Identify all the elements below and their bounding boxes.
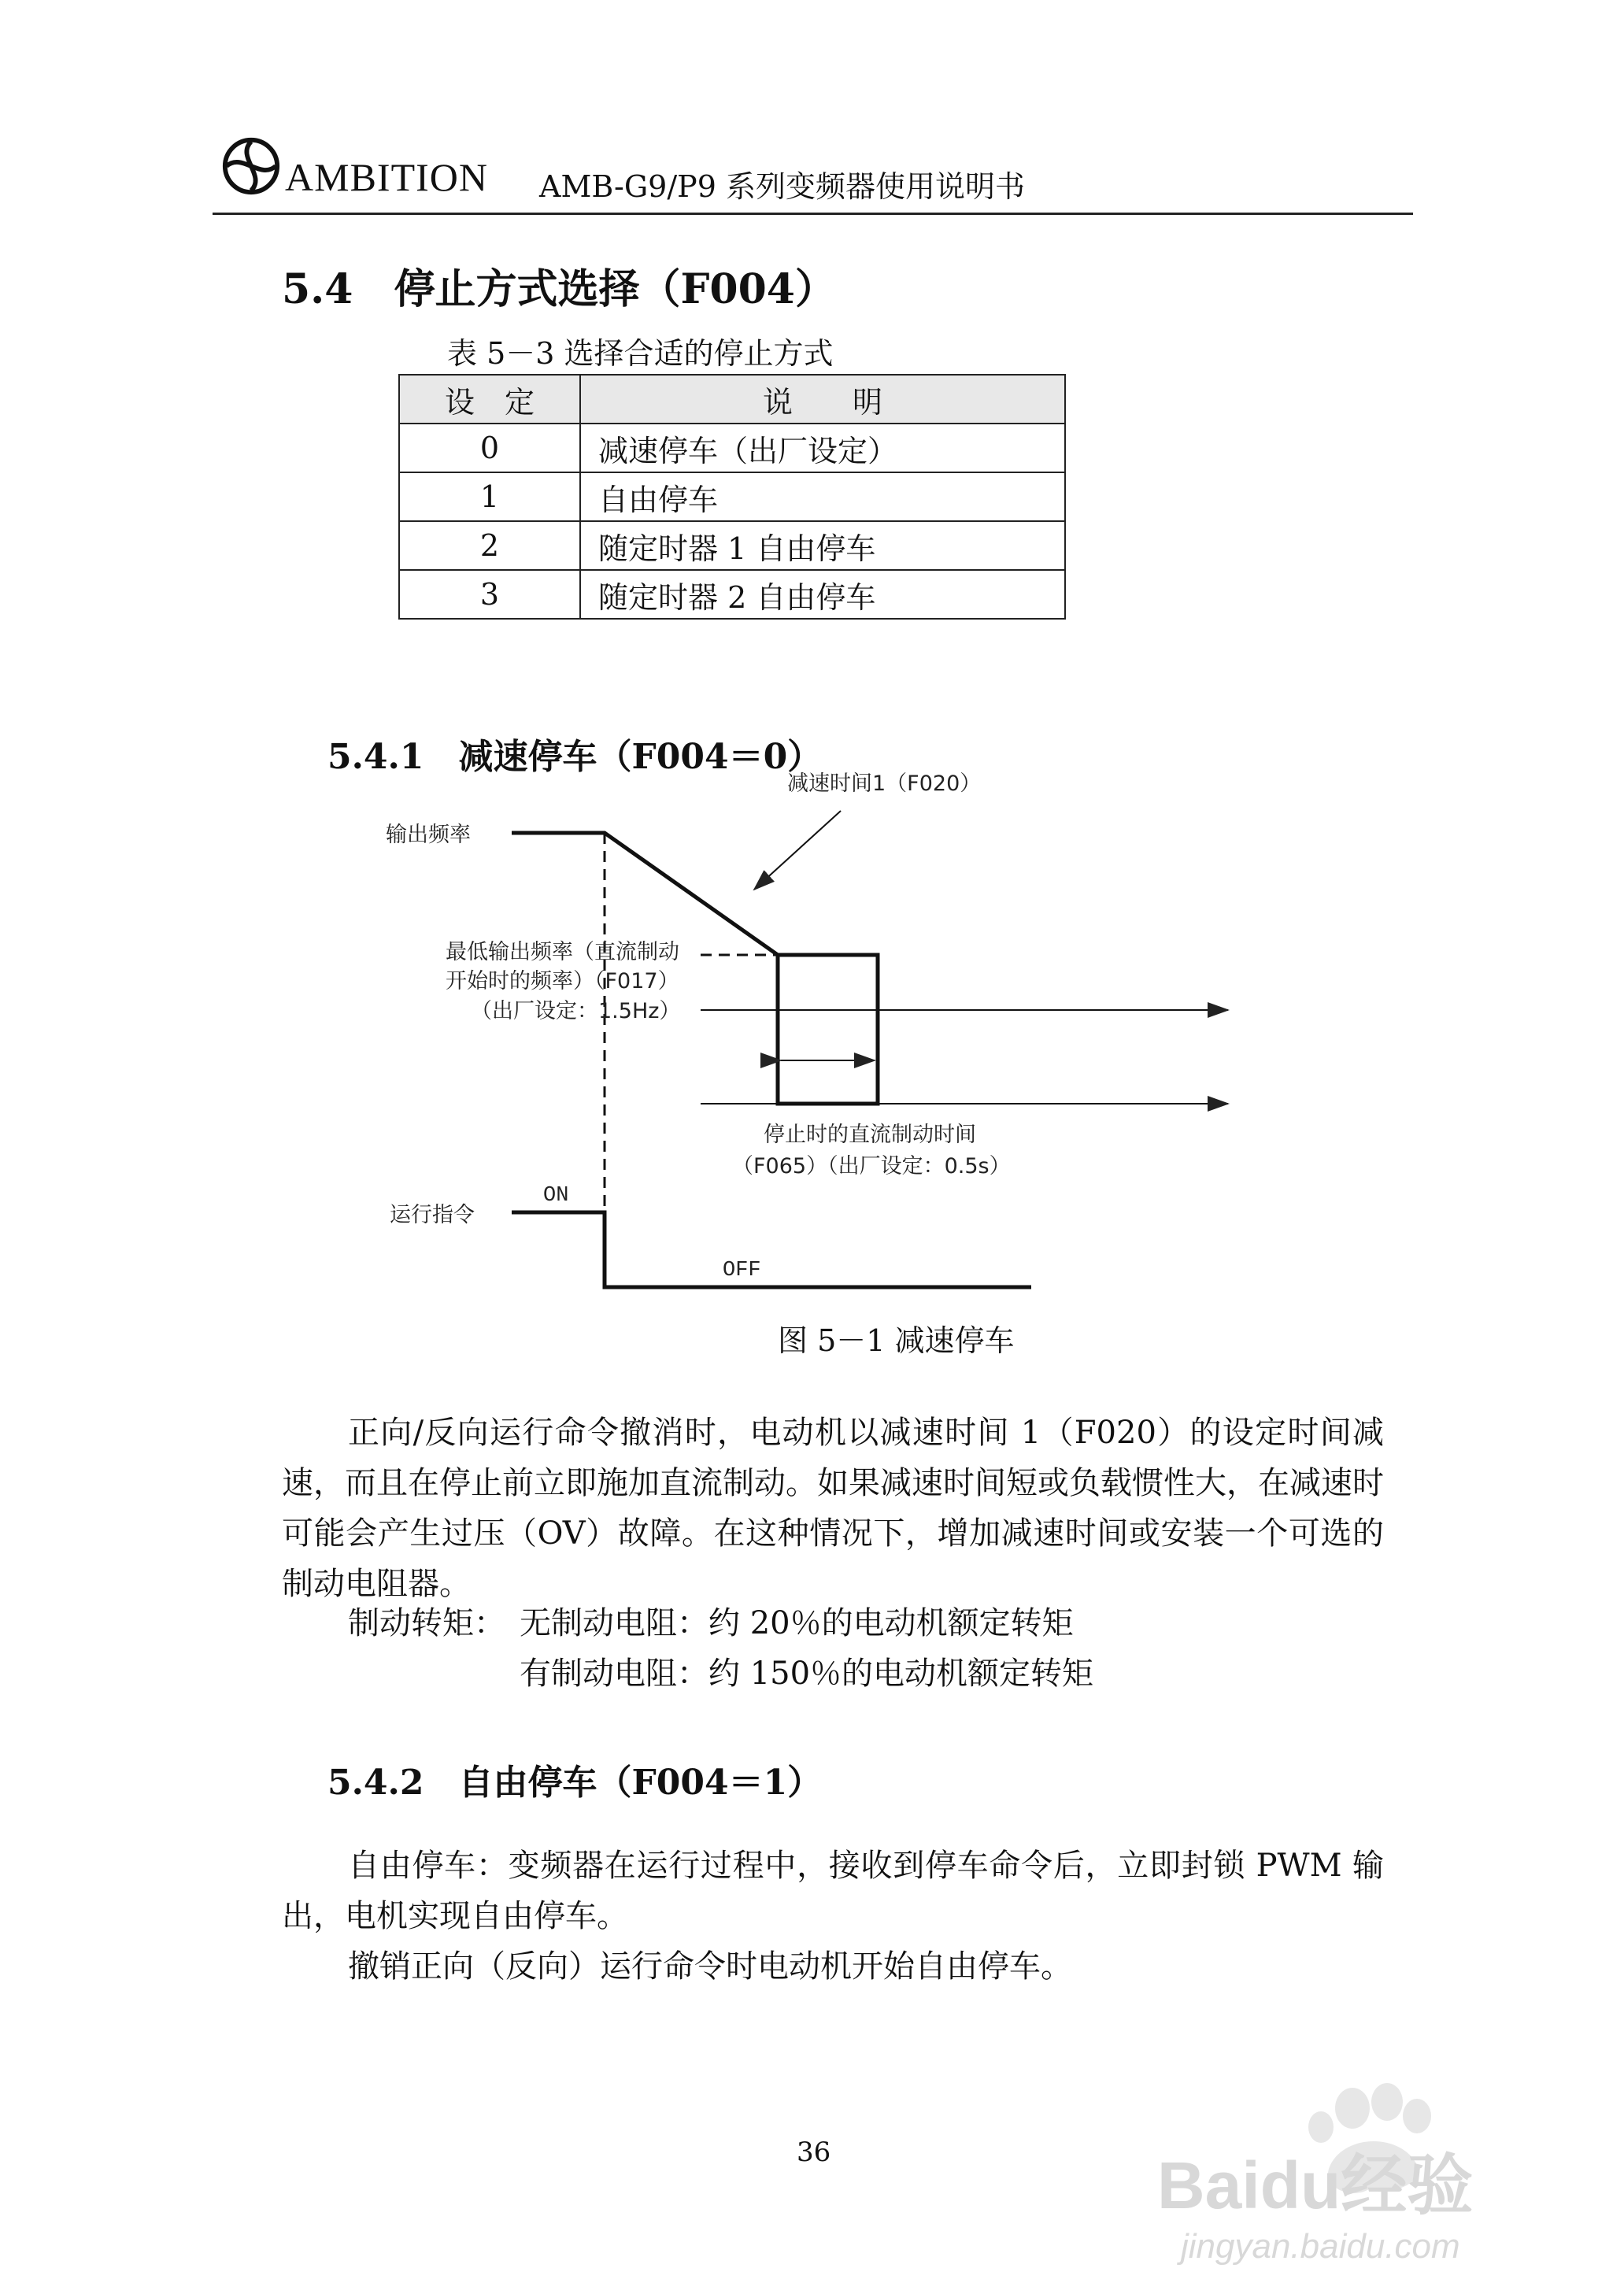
header-divider	[213, 213, 1413, 215]
figure-caption: 图 5－1 减速停车	[778, 1323, 1015, 1358]
stop-mode-table	[398, 374, 1066, 620]
table-row	[399, 521, 1065, 570]
subsection-title-free-stop: 5.4.2 自由停车（F004＝1）	[327, 1763, 823, 1803]
table-header-row	[399, 375, 1065, 424]
subsection-title-decel: 5.4.1 减速停车（F004＝0）	[327, 737, 823, 777]
table-caption: 表 5－3 选择合适的停止方式	[447, 336, 834, 371]
document-title: AMB-G9/P9 系列变频器使用说明书	[539, 169, 1025, 204]
watermark-url: jingyan.baidu.com	[1181, 2227, 1460, 2266]
table-cell-setting: 3	[399, 570, 580, 619]
section-title: 5.4 停止方式选择（F004）	[282, 265, 836, 313]
free-stop-note: 撤销正向（反向）运行命令时电动机开始自由停车。	[348, 1948, 1072, 1985]
table-cell-description: 减速停车（出厂设定）	[580, 424, 1065, 472]
table-row	[399, 472, 1065, 521]
header-description: 说 明	[580, 375, 1065, 424]
table-cell-description: 随定时器 2 自由停车	[580, 570, 1065, 619]
torque-without-resistor: 无制动电阻：约 20％的电动机额定转矩	[520, 1605, 1074, 1641]
braking-torque-label: 制动转矩：	[348, 1605, 505, 1641]
decel-description-paragraph: 正向/反向运行命令撤消时，电动机以减速时间 1（F020）的设定时间减速，而且在停止前立即施加直流制动。如果减速时间短或负载惯性大，在减速时可能会产生过压（OV）故障。在这种情况下，增加减速时间或安装一个可选的制动电阻器。	[282, 1415, 1384, 1602]
dc-brake-time-line1: 停止时的直流制动时间	[764, 1123, 976, 1147]
run-command-label: 运行指令	[390, 1203, 475, 1227]
table-cell-description: 自由停车	[580, 472, 1065, 521]
ambition-logo-icon	[220, 135, 282, 197]
table-cell-setting: 2	[399, 521, 580, 570]
min-freq-label-line1: 最低输出频率（直流制动	[446, 940, 679, 964]
off-label: OFF	[723, 1259, 761, 1282]
table-cell-description: 随定时器 1 自由停车	[580, 521, 1065, 570]
brand-name: AMBITION	[285, 155, 488, 199]
on-label: ON	[543, 1184, 569, 1208]
decel-pointer-arrow	[754, 811, 841, 890]
decel-time-label: 减速时间1（F020）	[787, 771, 982, 796]
header-setting: 设 定	[399, 375, 580, 424]
output-frequency-curve	[512, 833, 878, 1104]
watermark-brand: Baidu经验	[1157, 2148, 1474, 2222]
min-freq-label-line2: 开始时的频率）（F017）	[446, 969, 679, 993]
page-number: 36	[797, 2137, 831, 2168]
run-command-signal	[512, 1212, 1031, 1287]
free-stop-paragraph: 自由停车：变频器在运行过程中，接收到停车命令后，立即封锁 PWM 输出，电机实现自由停车。	[282, 1848, 1384, 1934]
baidu-watermark	[1149, 2078, 1559, 2267]
dc-brake-time-line2: （F065）（出厂设定：0.5s）	[732, 1154, 1011, 1178]
torque-with-resistor: 有制动电阻：约 150％的电动机额定转矩	[520, 1656, 1094, 1692]
table-cell-setting: 0	[399, 424, 580, 472]
table-cell-setting: 1	[399, 472, 580, 521]
min-freq-label-line3: （出厂设定：1.5Hz）	[471, 999, 681, 1023]
table-row	[399, 424, 1065, 472]
output-frequency-label: 输出频率	[386, 823, 471, 847]
table-row	[399, 570, 1065, 619]
